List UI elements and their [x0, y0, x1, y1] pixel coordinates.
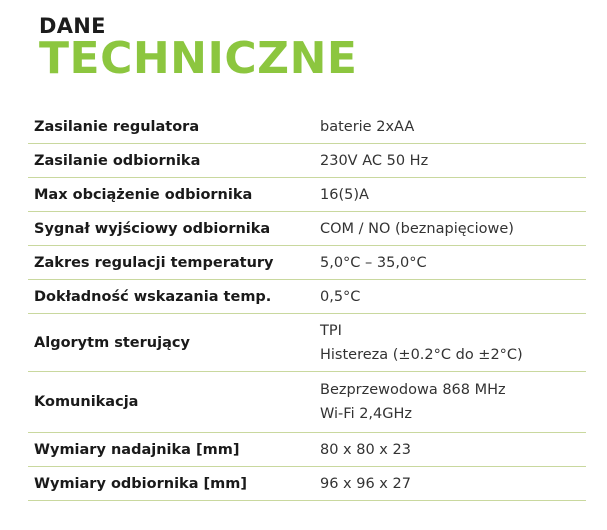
- spec-label: Wymiary nadajnika [mm]: [34, 441, 240, 458]
- spec-value-line: 230V AC 50 Hz: [320, 152, 429, 169]
- spec-label: Sygnał wyjściowy odbiornika: [34, 220, 271, 237]
- spec-value-line: 5,0°C – 35,0°C: [320, 254, 427, 271]
- spec-row: [28, 212, 586, 246]
- spec-value-line: TPI: [320, 322, 342, 339]
- spec-row: [28, 110, 586, 144]
- spec-value-line: Wi-Fi 2,4GHz: [320, 406, 413, 422]
- spec-value-line: baterie 2xAA: [320, 118, 415, 135]
- spec-label: Zakres regulacji temperatury: [34, 254, 274, 271]
- spec-row: [28, 314, 586, 372]
- spec-value: [305, 149, 586, 173]
- spec-value: [305, 378, 586, 426]
- spec-table: [28, 110, 586, 501]
- spec-label: Wymiary odbiornika [mm]: [34, 475, 248, 492]
- spec-value-line: 0,5°C: [320, 288, 361, 305]
- spec-label: Zasilanie odbiornika: [34, 152, 201, 169]
- section-heading: [39, 14, 357, 82]
- spec-row: [28, 280, 586, 314]
- spec-value: [305, 217, 586, 241]
- spec-row: [28, 144, 586, 178]
- spec-value: [305, 438, 586, 462]
- spec-row: [28, 372, 586, 433]
- spec-label: Komunikacja: [34, 394, 139, 410]
- spec-value: [305, 183, 586, 207]
- spec-value: [305, 319, 586, 367]
- spec-value-line: 96 x 96 x 27: [320, 475, 411, 492]
- spec-row: [28, 433, 586, 467]
- spec-value-line: COM / NO (beznapięciowe): [320, 220, 514, 237]
- spec-row: [28, 467, 586, 501]
- spec-row: [28, 178, 586, 212]
- spec-value: [305, 251, 586, 275]
- spec-row: [28, 246, 586, 280]
- spec-value-line: Histereza (±0.2°C do ±2°C): [320, 346, 523, 363]
- spec-value-line: 80 x 80 x 23: [320, 441, 411, 458]
- spec-value: [305, 285, 586, 309]
- spec-value: [305, 115, 586, 139]
- heading-line-1: DANE: [39, 14, 106, 38]
- spec-label: Zasilanie regulatora: [34, 118, 200, 135]
- spec-value: [305, 472, 586, 496]
- spec-value-line: Bezprzewodowa 868 MHz: [320, 382, 506, 398]
- spec-label: Dokładność wskazania temp.: [34, 288, 272, 305]
- heading-line-2: TECHNICZNE: [39, 33, 358, 84]
- spec-label: Max obciążenie odbiornika: [34, 186, 253, 203]
- spec-value-line: 16(5)A: [320, 186, 369, 203]
- spec-label: Algorytm sterujący: [34, 334, 190, 351]
